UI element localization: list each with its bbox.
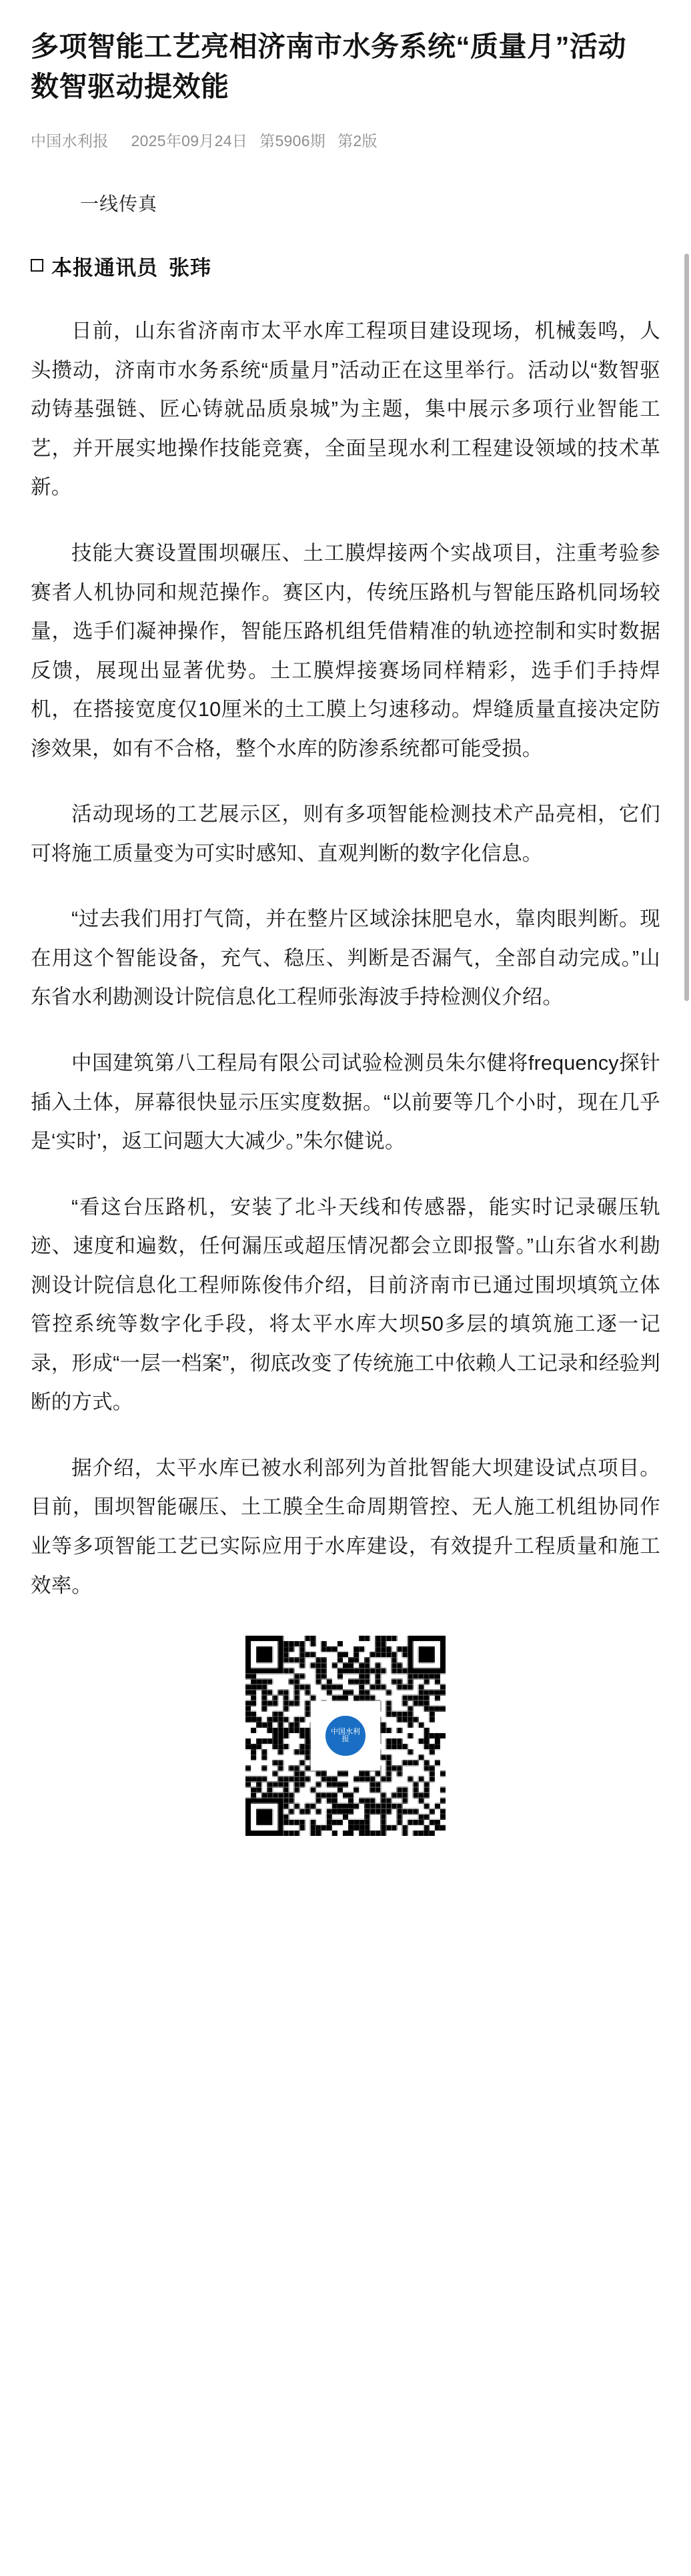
meta-issue: 第5906期 [259,132,326,150]
paragraph: 技能大赛设置围坝碾压、土工膜焊接两个实战项目，注重考验参赛者人机协同和规范操作。赛区内，传统压路机与智能压路机同场较量，选手们凝神操作，智能压路机组凭借精准的轨迹控制和实时数据反馈，展现出显著优势。土工膜焊接赛场同样精彩，选手们手持焊机，在搭接宽度仅10厘米的土工膜上匀速移动。焊缝质量直接决定防渗效果，如有不合格，整个水库的防渗系统都可能受损。 [31,541,660,760]
byline [31,251,660,281]
article-body [31,312,660,1605]
qr-code[interactable] [245,1636,446,1836]
paragraph: 据介绍，太平水库已被水利部列为首批智能大坝建设试点项目。目前，围坝智能碾压、土工膜全生命周期管控、无人施工机组协同作业等多项智能工艺已实际应用于水库建设，有效提升工程质量和施工效率。 [31,1456,660,1597]
scrollbar-thumb[interactable] [684,254,689,1001]
paragraph: 中国建筑第八工程局有限公司试验检测员朱尔健将frequency探针插入土体，屏幕很快显示压实度数据。“以前要等几个小时，现在几乎是‘实时’，返工问题大大减少。”朱尔健说。 [31,1052,660,1153]
meta-page: 第2版 [337,132,378,150]
byline-author: 张玮 [169,256,211,280]
byline-label: 本报通讯员 [51,256,158,280]
page-title: 多项智能工艺亮相济南市水务系统“质量月”活动 数智驱动提效能 [31,31,627,102]
paragraph: “过去我们用打气筒，并在整片区域涂抹肥皂水，靠肉眼判断。现在用这个智能设备，充气、稳压、判断是否漏气，全部自动完成。”山东省水利勘测设计院信息化工程师张海波手持检测仪介绍。 [31,908,660,1009]
article-column-label: 一线传真 [80,194,158,215]
meta-source: 中国水利报 [31,132,109,150]
meta-date: 2025年09月24日 [131,132,248,150]
paragraph: “看这台压路机，安装了北斗天线和传感器，能实时记录碾压轨迹、速度和遍数，任何漏压或超压情况都会立即报警。”山东省水利勘测设计院信息化工程师陈俊伟介绍，目前济南市已通过围坝填筑立体管控系统等数字化手段，将太平水库大坝50多层的填筑施工逐一记录，形成“一层一档案”，彻底改变了传统施工中依赖人工记录和经验判断的方式。 [31,1195,660,1414]
square-bullet-icon [31,259,43,272]
paragraph: 日前，山东省济南市太平水库工程项目建设现场，机械轰鸣，人头攒动，济南市水务系统“质量月”活动正在这里举行。活动以“数智驱动铸基强链、匠心铸就品质泉城”为主题，集中展示多项行业智能工艺，并开展实地操作技能竞赛，全面呈现水利工程建设领域的技术革新。 [31,320,660,499]
paragraph: 活动现场的工艺展示区，则有多项智能检测技术产品亮相，它们可将施工质量变为可实时感知、直观判断的数字化信息。 [31,803,660,865]
qr-logo: 中国水利报 [323,1713,368,1758]
article-meta [31,129,660,151]
qr-code-section [31,1636,660,1836]
